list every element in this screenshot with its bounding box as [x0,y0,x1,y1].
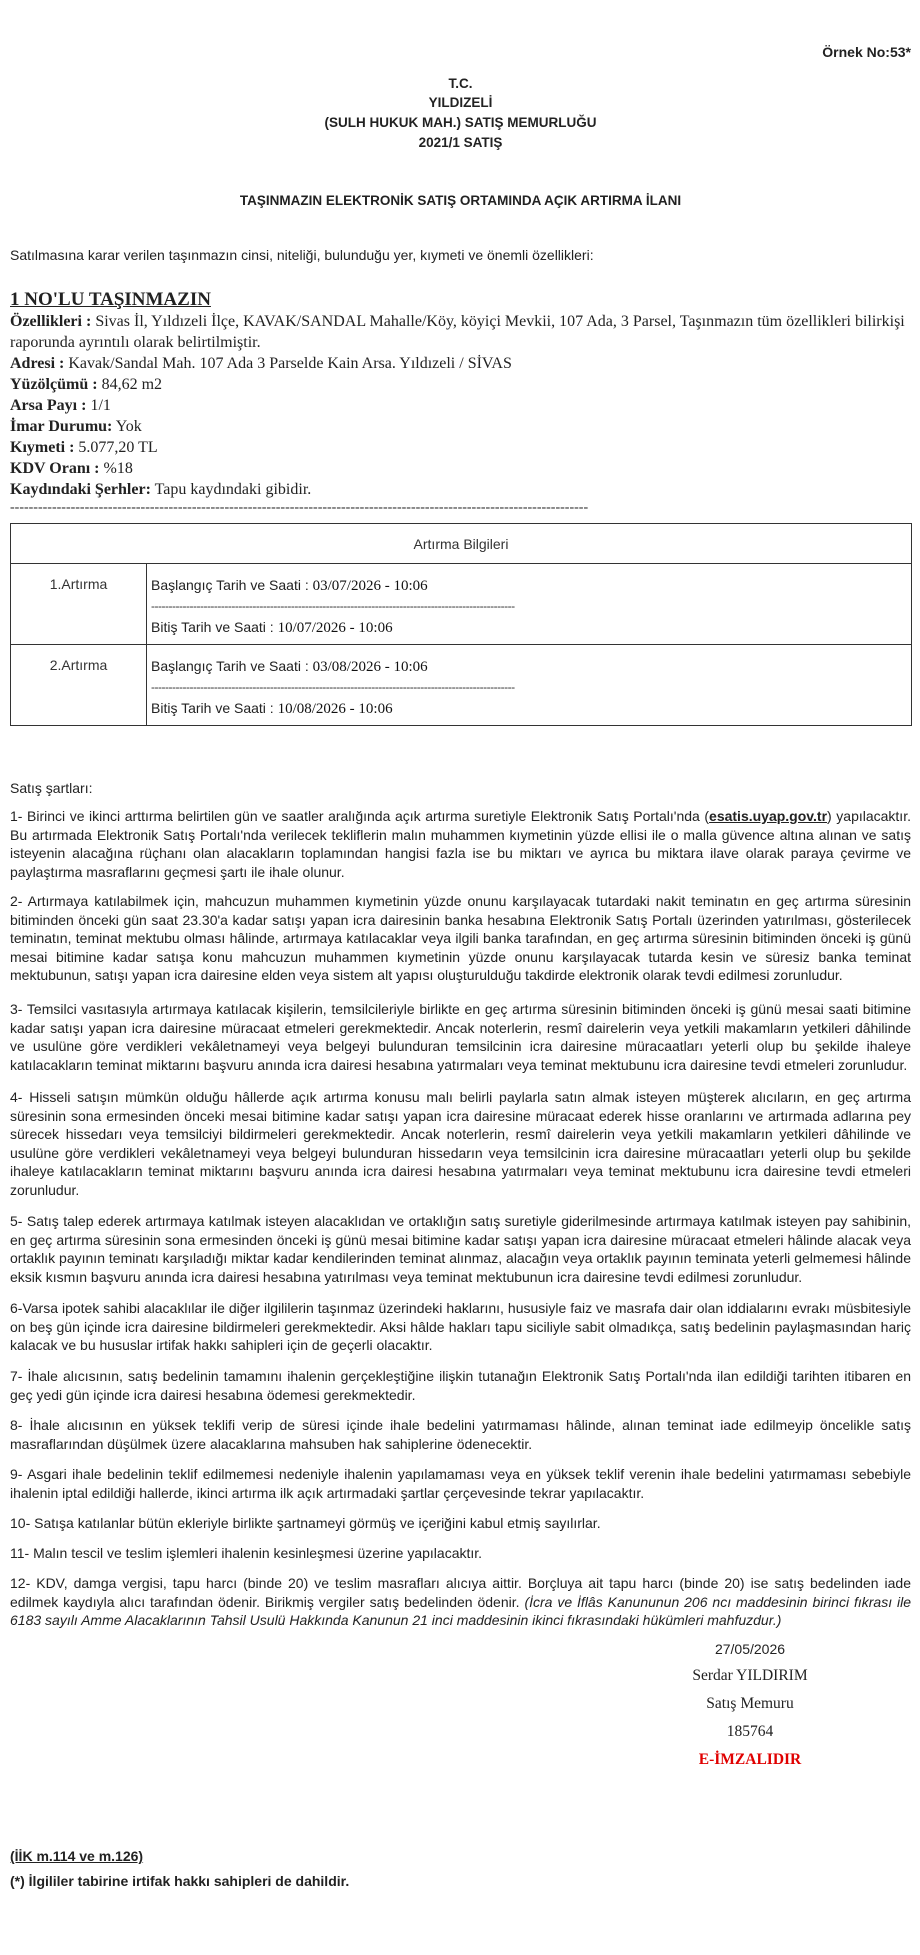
annotations-label: Kaydındaki Şerhler: [10,481,151,498]
row-divider: -------------------------------------------------------------------------------------------------------- [151,680,515,694]
annotations-value: Tapu kaydındaki gibidir. [154,481,312,498]
header-tc: T.C. [448,76,473,91]
start-label: Başlangıç Tarih ve Saati : [151,658,309,674]
zoning-label: İmar Durumu: [10,418,113,435]
auction-table-header: Artırma Bilgileri [11,524,912,564]
term-11: 11- Malın tescil ve teslim işlemleri ihalenin kesinleşmesi üzerine yapılacaktır. [10,1545,483,1561]
end-label: Bitiş Tarih ve Saati : [151,700,274,716]
term-12-legal-note: (İcra ve İflâs Kanununun 206 ncı maddesinin birinci fıkrası ile 6183 sayılı Amme Alacaklarının Tahsil Usulü Hakkında Kanunun 21 inci maddesinin ikinci fıkrasındaki hükümleri mahfuzdur.) [10,1593,912,1628]
features-label: Özellikleri : [10,313,92,330]
vat-value: %18 [103,460,133,477]
term-8: 8- İhale alıcısının en yüksek teklifi verip de süresi içinde ihale bedelini yatırmaması hâlinde, alınan teminat iade edilmeyip öncelikle satış masraflarından düşülmek üzere alacaklarına mahsuben hak sahiplerine ödenecektir. [10,1417,911,1452]
term-4: 4- Hisseli satışın mümkün olduğu hâllerde açık artırma konusu malı belirli paylarla satın almak isteyen müşterek alıcıların, en geç artırma süresinin sona ermesinden önceki mesai bitimine kadar satışı yapan icra dairesine müracaat ederek hisse oranlarını ve artırmada adlarına pey sürecek hissedarı veya temsilciyi bildirmeleri gerekmektedir. Ancak noterlerin, resmî dairelerin veya yetkili makamların yetkileri dâhilinde ve usulüne göre verdikleri vekâletnameyi veya belgeyi bulunduran hissedarın veya temsilcinin icra dairesine müracaatları yeterli olup bu şekilde ihaleye katılacakların teminat miktarını başvuru anında icra dairesi hesabına yatırmaları veya teminat mektubunu icra dairesine tevdi etmeleri zorunludur. [10,1089,911,1198]
signature-date: 27/05/2026 [714,1641,786,1657]
term-12 [10,1574,911,1630]
property-land-share [10,395,911,416]
term-12-text: 12- KDV, damga vergisi, tapu harcı (binde 20) ve teslim masrafları alıcıya aittir. Borçluya ait tapu harcı (binde 20) ise satış bedelinden iade edilmek kaydıyla alıcı tarafından ödenir. Birikmiş vergiler satış bedelinden ödenir. [10,1575,911,1610]
term-1-text-a: 1- Birinci ve ikinci arttırma belirtilen gün ve saatler aralığında açık artırma suretiyle Elektronik Satış Portalı'nda ( [10,808,710,824]
auction-table-header-row [11,524,912,564]
footnote: (*) İlgililer tabirine irtifak hakkı sahipleri de dahildir. [10,1873,350,1889]
header-file-number: 2021/1 SATIŞ [418,135,503,150]
property-address [10,353,911,374]
intro-text: Satılmasına karar verilen taşınmazın cinsi, niteliği, bulunduğu yer, kıymeti ve önemli özellikleri: [10,247,594,263]
term-6: 6-Varsa ipotek sahibi alacaklılar ile diğer ilgililerin taşınmaz üzerindeki haklarını, hususiyle faiz ve masrafa dair olan iddialarını evrakı müsbitesiyle on beş gün içinde icra dairesine bildirmeleri gerekmektedir. Aksi hâlde hakları tapu siciliyle sabit olmadıkça, satış bedelinin paylaşmasından hariç kalacak ve bu hususlar irtifak hakkı sahipleri için de geçerli olacaktır. [10,1300,911,1353]
auction-end [151,695,907,721]
sample-number: Örnek No:53* [822,44,911,60]
auction-start [151,572,907,598]
term-5: 5- Satış talep ederek artırmaya katılmak isteyen alacaklıdan ve ortaklığın satış suretiyle giderilmesinde artırmaya katılmak isteyen pay sahibinin, en geç artırma süresinin sona ermesinden önceki iş günü mesai bitimine kadar satışı yapan icra dairesine müracaat etmeleri hâlinde alacak veya ortaklık payının teminatı karşıladığı miktar kadar kendilerinden teminat alınmaz, alacağın veya ortaklık payının teminata yeterli gelmemesi hâlinde eksik kısmın başvuru anında icra dairesi hesabına yatırılması veya teminat mektubunun icra dairesine tevdi edilmesi zorunludur. [10,1213,911,1285]
area-label: Yüzölçümü : [10,376,98,393]
property-zoning [10,416,911,437]
term-1-text-b: ) yapılacaktır. Bu artırmada Elektronik Satış Portalı'nda verilecek tekliflerin malın muhammen kıymetinin yüzde ellisi ile o malla güvence altına alınan ve satış isteyenin alacağına rüçhanı olan alacakların toplamından hangisi fazla ise bu miktarı ve ayrıca bu miktara ilave olarak paraya çevirme ve paylaştırma masraflarını geçmesi şartı ile ihale olunur. [10,808,911,880]
term-1 [10,807,911,881]
divider-line: ---------------------------------------------------------------------------------------------------------------------------- [10,500,589,515]
value-amount: 5.077,20 TL [78,439,158,456]
land-share-value: 1/1 [90,397,111,414]
start-value: 03/08/2026 - 10:06 [312,659,428,675]
land-share-label: Arsa Payı : [10,397,87,414]
auction-row [11,564,912,645]
property-area [10,374,911,395]
signer-title: Satış Memuru [706,1695,794,1712]
zoning-value: Yok [115,418,142,435]
auction-row [11,645,912,726]
header-office: (SULH HUKUK MAH.) SATIŞ MEMURLUĞU [324,115,597,130]
vat-label: KDV Oranı : [10,460,100,477]
esatis-link[interactable]: esatis.uyap.gov.tr [709,808,828,824]
notice-title: TAŞINMAZIN ELEKTRONİK SATIŞ ORTAMINDA AÇIK ARTIRMA İLANI [239,193,682,208]
property-section-title: 1 NO'LU TAŞINMAZIN [10,289,211,310]
end-value: 10/07/2026 - 10:06 [277,620,393,636]
header-city: YILDIZELİ [428,95,493,110]
start-label: Başlangıç Tarih ve Saati : [151,577,309,593]
signer-name: Serdar YILDIRIM [692,1667,808,1684]
term-2: 2- Artırmaya katılabilmek için, mahcuzun muhammen kıymetinin yüzde onunu karşılayacak tutardaki nakit teminatın en geç artırma süresinin bitiminden önceki gün saat 23.30'a kadar satışı yapan icra dairesinin banka hesabına Elektronik Satış Portalı üzerinden yatırılması, gösterilecek teminatın, teminat mektubu olması hâlinde, artırmaya katılacaklar veya ilgili banka tarafından, en geç artırma süresinin bitiminden önceki iş günü mesai bitimine kadar satışa konu mahcuzun muhammen kıymetinin yüzde onunu karşılayacak tutarda kesin ve süresiz banka teminat mektubunun, satışı yapan icra dairesine elden veya sistem alt yapısı oluşturulduğu takdirde elektronik olarak tevdi edilmesi zorunludur. [10,893,911,983]
property-features [10,311,911,353]
auction-start [151,653,907,679]
auction-label: 2.Artırma [11,645,147,726]
property-vat [10,458,911,479]
area-value: 84,62 m2 [101,376,163,393]
auction-label: 1.Artırma [11,564,147,645]
property-annotations [10,479,911,500]
terms-title: Satış şartları: [10,780,93,796]
start-value: 03/07/2026 - 10:06 [312,578,428,594]
features-value: Sivas İl, Yıldızeli İlçe, KAVAK/SANDAL Mahalle/Köy, köyiçi Mevkii, 107 Ada, 3 Parsel, Taşınmazın tüm özellikleri bilirkişi raporunda ayrıntılı olarak belirtilmiştir. [10,313,905,351]
auction-table [10,523,912,726]
end-value: 10/08/2026 - 10:06 [277,701,393,717]
law-reference: (İİK m.114 ve m.126) [10,1848,144,1864]
address-label: Adresi : [10,355,65,372]
e-signature-stamp: E-İMZALIDIR [698,1751,802,1768]
auction-end [151,614,907,640]
signer-number: 185764 [726,1723,774,1740]
address-value: Kavak/Sandal Mah. 107 Ada 3 Parselde Kain Arsa. Yıldızeli / SİVAS [68,355,512,372]
row-divider: -------------------------------------------------------------------------------------------------------- [151,599,515,613]
property-value [10,437,911,458]
value-label: Kıymeti : [10,439,75,456]
term-9: 9- Asgari ihale bedelinin teklif edilmemesi nedeniyle ihalenin yapılamaması veya en yüksek teklif verenin ihale bedelini yatırmaması sebebiyle ihalenin iptal edildiği hallerde, ikinci artırma ilk açık artırmadaki şartlar çerçevesinde tekrar yapılacaktır. [10,1466,911,1501]
term-3: 3- Temsilci vasıtasıyla artırmaya katılacak kişilerin, temsilcileriyle birlikte en geç artırma süresinin bitiminden önceki iş günü mesai saati bitimine kadar satışı yapan icra dairesine müracaat etmeleri gerekmektedir. Ancak noterlerin, resmî dairelerin veya yetkili makamların yetkileri dâhilinde ve usulüne göre verdikleri vekâletnameyi veya belgeyi bulunduran temsilcinin icra dairesine müracaatları yeterli olup bu şekilde ihaleye katılacakların teminat miktarını başvuru anında icra dairesi hesabına yatırmaları veya teminat mektubunu icra dairesine tevdi etmeleri zorunludur. [10,1001,911,1073]
term-7: 7- İhale alıcısının, satış bedelinin tamamını ihalenin gerçekleştiğine ilişkin tutanağın Elektronik Satış Portalı'nda ilan edildiği tarihten itibaren en geç yedi gün içinde icra dairesi hesabına ödemesi gerekmektedir. [10,1368,911,1403]
term-10: 10- Satışa katılanlar bütün ekleriyle birlikte şartnameyi görmüş ve içeriğini kabul etmiş sayılırlar. [10,1515,601,1531]
end-label: Bitiş Tarih ve Saati : [151,619,274,635]
